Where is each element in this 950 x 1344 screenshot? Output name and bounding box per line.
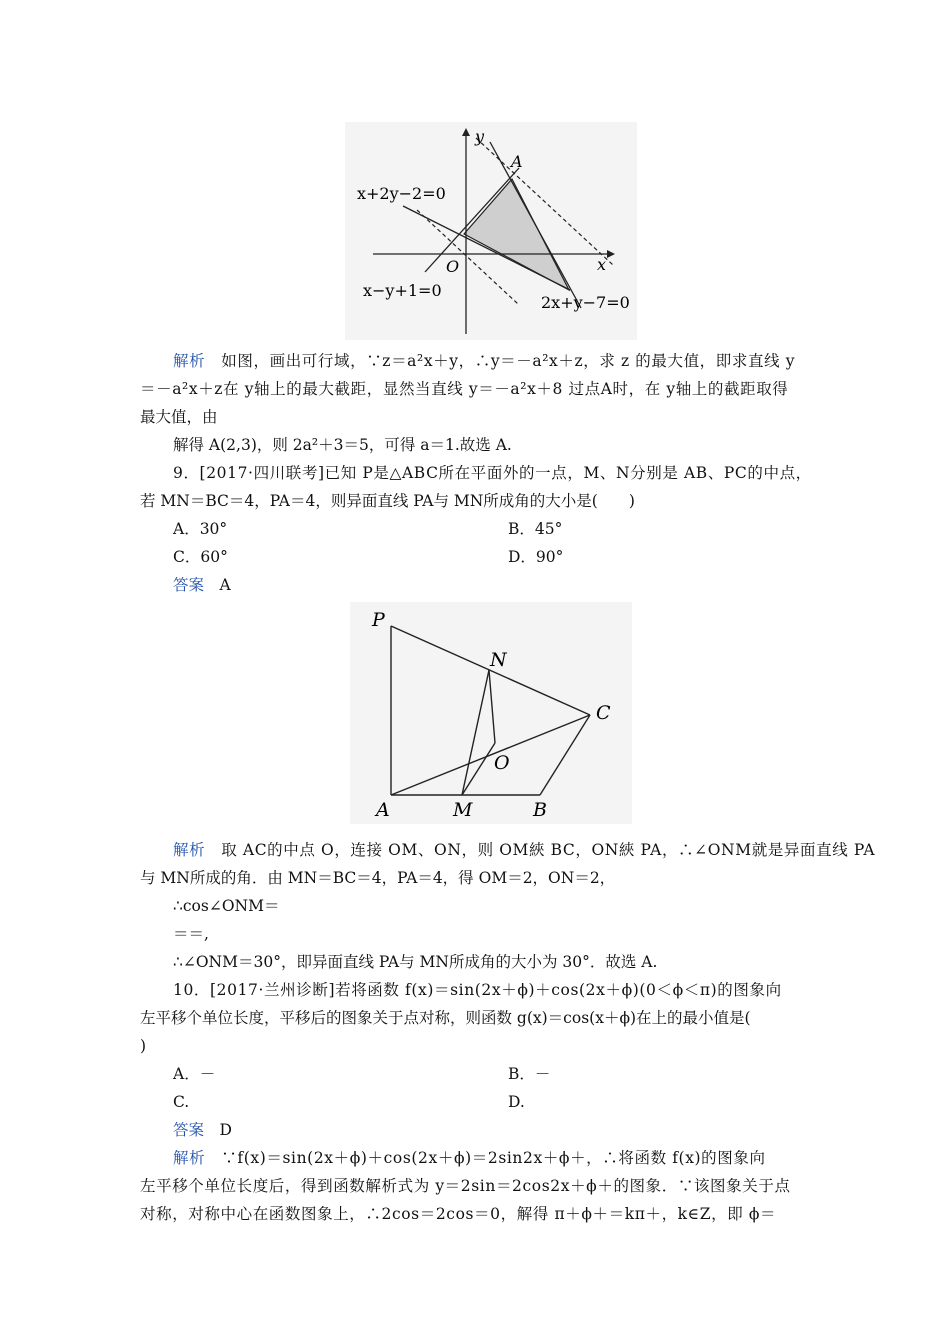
solution9-line3: ∴cos∠ONM＝ xyxy=(173,897,280,915)
tetrahedron-figure xyxy=(350,602,632,824)
solution10-line2: 左平移个单位长度后，得到函数解析式为 y＝2sin＝2cos2x＋ϕ＋的图象．∵该图象关于点 xyxy=(140,1177,791,1195)
question9-option-c: C．60° xyxy=(173,548,228,566)
solution8-line3: 最大值，由 xyxy=(140,408,218,426)
answer-tag: 答案 xyxy=(173,1121,205,1139)
label-n: N xyxy=(490,649,507,671)
answer-tag: 答案 xyxy=(173,576,205,594)
analysis-tag: 解析 xyxy=(173,1149,206,1167)
question10-stem-line1: 10．[2017·兰州诊断]若将函数 f(x)＝sin(2x＋ϕ)＋cos(2x＋ϕ)(0＜ϕ＜π)的图象向 xyxy=(173,981,782,999)
question10-stem-line2: 左平移个单位长度，平移后的图象关于点对称，则函数 g(x)＝cos(x＋ϕ)在上的最小值是( xyxy=(140,1009,751,1027)
question9-answer: 答案 A xyxy=(173,576,231,594)
label-point-a: A xyxy=(511,152,523,171)
label-y: y xyxy=(475,127,485,146)
label-p: P xyxy=(372,609,385,631)
question10-option-a: A．－ xyxy=(173,1065,216,1083)
question10-option-d: D. xyxy=(508,1093,525,1111)
label-eq3: 2x+y−7=0 xyxy=(541,293,630,312)
label-o: O xyxy=(494,752,510,774)
question10-answer: 答案 D xyxy=(173,1121,232,1139)
solution8-line4: 解得 A(2,3)，则 2a²＋3＝5，可得 a＝1.故选 A. xyxy=(173,436,512,454)
solution10-line1: 解析 ∵f(x)＝sin(2x＋ϕ)＋cos(2x＋ϕ)＝2sin2x＋ϕ＋，∴将函数 f(x)的图象向 xyxy=(173,1149,766,1167)
solution8-line2: ＝－a²x＋z在 y轴上的最大截距，显然当直线 y＝－a²x＋8 过点A时，在 y轴上的截距取得 xyxy=(140,380,789,398)
question9-stem-line2: 若 MN＝BC＝4，PA＝4，则异面直线 PA与 MN所成角的大小是( ) xyxy=(140,492,635,510)
label-origin: O xyxy=(446,257,460,276)
solution9-line4: ＝＝, xyxy=(173,925,209,943)
question9-option-b: B．45° xyxy=(508,520,563,538)
question10-option-c: C. xyxy=(173,1093,190,1111)
analysis-tag: 解析 xyxy=(173,352,206,370)
question9-stem-line1: 9．[2017·四川联考]已知 P是△ABC所在平面外的一点，M、N分别是 AB、PC的中点， xyxy=(173,464,812,482)
solution9-line1: 解析 取 AC的中点 O，连接 OM、ON，则 OM綊 BC，ON綊 PA，∴∠ONM就是异面直线 PA xyxy=(173,841,876,859)
solution10-line3: 对称，对称中心在函数图象上，∴2cos＝2cos＝0，解得 π＋ϕ＋＝kπ＋，k∈Z，即 ϕ＝ xyxy=(140,1205,777,1223)
question10-stem-line3: ) xyxy=(140,1037,147,1055)
label-b: B xyxy=(533,799,547,821)
label-eq2: x−y+1=0 xyxy=(363,281,442,300)
analysis-tag: 解析 xyxy=(173,841,206,859)
label-m: M xyxy=(453,799,473,821)
label-eq1: x+2y−2=0 xyxy=(357,184,446,203)
question10-option-b: B．－ xyxy=(508,1065,551,1083)
solution8-line1: 解析 如图，画出可行域，∵z＝a²x＋y，∴y＝－a²x＋z，求 z 的最大值，即求直线 y xyxy=(173,352,796,370)
feasible-region-figure xyxy=(345,122,637,340)
label-x: x xyxy=(597,255,607,274)
question9-option-d: D．90° xyxy=(508,548,564,566)
label-c: C xyxy=(596,702,611,724)
question9-option-a: A．30° xyxy=(173,520,228,538)
label-a: A xyxy=(376,799,390,821)
solution9-line2: 与 MN所成的角．由 MN＝BC＝4，PA＝4，得 OM＝2，ON＝2， xyxy=(140,869,616,887)
solution9-line5: ∴∠ONM＝30°，即异面直线 PA与 MN所成角的大小为 30°．故选 A. xyxy=(173,953,658,971)
